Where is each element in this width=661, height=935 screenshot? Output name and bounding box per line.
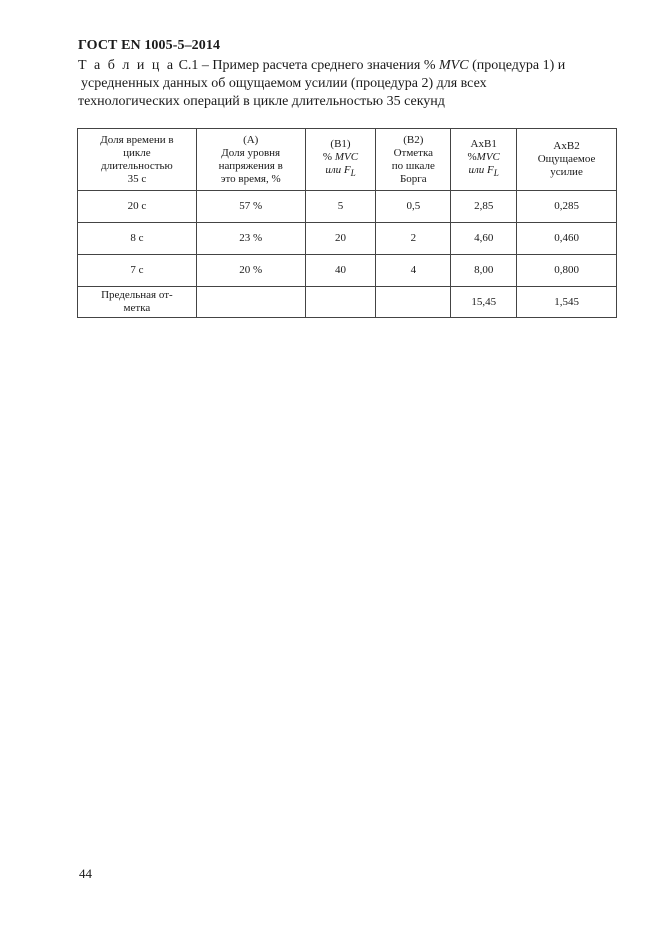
header-axb2: AxB2 Ощущаемое усилие [517, 129, 617, 191]
caption-line-2: усредненных данных об ощущаемом усилии (процедура 2) для всех [81, 76, 487, 91]
cell-axb1: 4,60 [451, 223, 517, 255]
cell-total-axb1: 15,45 [451, 287, 517, 318]
table-row [78, 191, 617, 223]
cell-empty [196, 287, 305, 318]
cell-axb2: 0,460 [517, 223, 617, 255]
cell-axb2: 0,800 [517, 255, 617, 287]
document-header: ГОСТ EN 1005-5–2014 [78, 38, 221, 53]
cell-b1: 5 [305, 191, 376, 223]
cell-axb2: 0,285 [517, 191, 617, 223]
cell-time: 8 с [78, 223, 197, 255]
cell-a: 57 % [196, 191, 305, 223]
caption-label: Т а б л и ц а [78, 58, 176, 73]
header-b2: (B2) Отметка по шкале Борга [376, 129, 451, 191]
header-axb1: AxB1 %MVC или $F_L$ [451, 129, 517, 191]
cell-b1: 40 [305, 255, 376, 287]
caption-line-3: технологических операций в цикле длительностью 35 секунд [78, 94, 445, 109]
cell-time: 20 с [78, 191, 197, 223]
caption-line-1 [78, 57, 618, 75]
cell-a: 23 % [196, 223, 305, 255]
header-b1: (B1) % MVC или $F_L$ [305, 129, 376, 191]
cell-axb1: 8,00 [451, 255, 517, 287]
cell-empty [305, 287, 376, 318]
cell-b2: 0,5 [376, 191, 451, 223]
cell-time: 7 с [78, 255, 197, 287]
table-header-row [78, 129, 617, 191]
table-row [78, 255, 617, 287]
table-row [78, 223, 617, 255]
cell-b1: 20 [305, 223, 376, 255]
cell-b2: 2 [376, 223, 451, 255]
cell-b2: 4 [376, 255, 451, 287]
caption-number: С.1 [178, 58, 199, 73]
header-tension-share: (A) Доля уровня напряжения в это время, % [196, 129, 305, 191]
header-time-share: Доля времени в цикле длительностью 35 с [78, 129, 197, 191]
page-number: 44 [79, 866, 92, 881]
cell-total-label: Предельная от- метка [78, 287, 197, 318]
caption-text-suffix: (процедура 1) и [472, 58, 566, 73]
cell-a: 20 % [196, 255, 305, 287]
table-caption [78, 57, 618, 111]
data-table [77, 128, 617, 318]
table-total-row [78, 287, 617, 318]
cell-axb1: 2,85 [451, 191, 517, 223]
caption-mvc: MVC [439, 58, 469, 73]
caption-text-prefix: – Пример расчета среднего значения % [201, 58, 436, 73]
cell-empty [376, 287, 451, 318]
cell-total-axb2: 1,545 [517, 287, 617, 318]
